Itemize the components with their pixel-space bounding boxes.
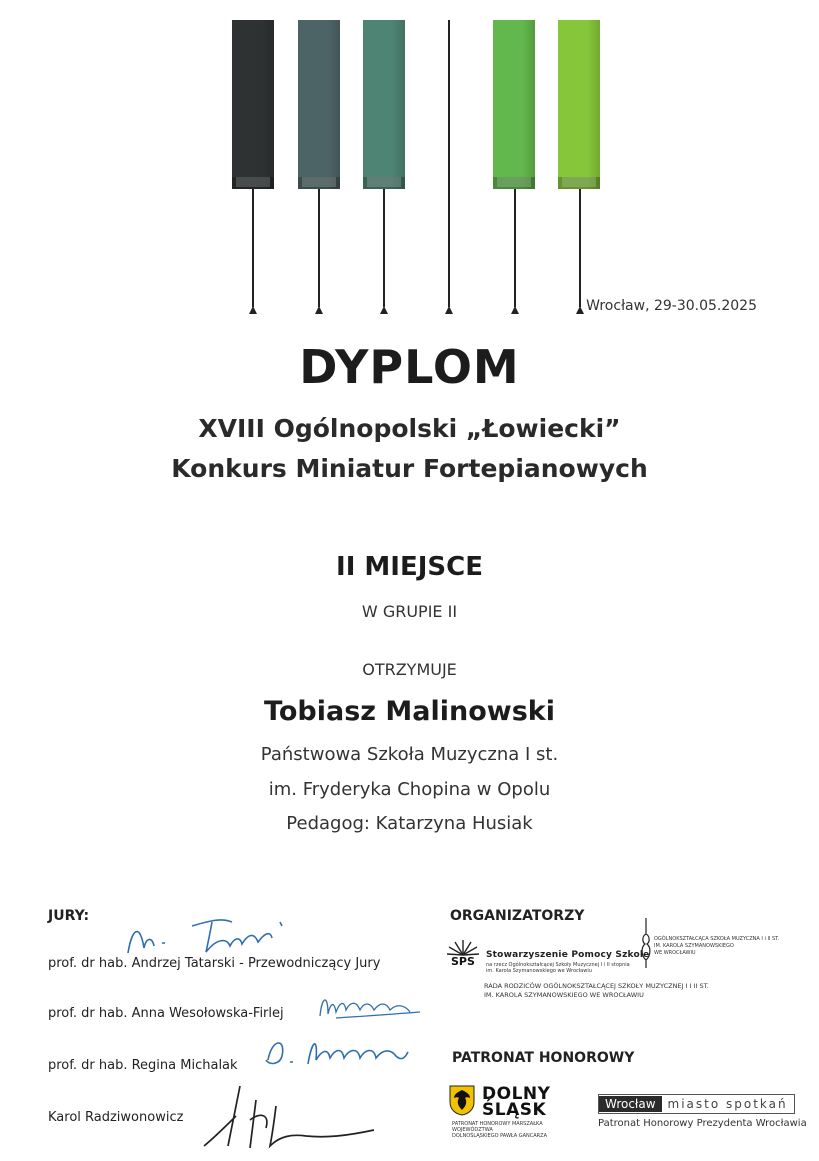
key-stem-tip [576,306,584,314]
ds-caption-line1: PATRONAT HONOROWY MARSZAŁKA WOJEWÓDZTWA [452,1121,543,1133]
key-stem [318,185,320,307]
jury-member-2: prof. dr hab. Anna Wesołowska-Firlej [48,1006,284,1021]
school-name-line3: WE WROCŁAWIU [654,950,696,956]
recipient-name: Tobiasz Malinowski [264,696,555,727]
jury-label: JURY: [48,908,90,924]
key-stem [252,185,254,307]
key-stem [579,185,581,307]
signature-michalak [258,1030,418,1074]
patronage-label: PATRONAT HONOROWY [452,1050,635,1066]
organizers-label: ORGANIZATORZY [450,908,585,924]
violin-icon [640,916,652,970]
wroclaw-slogan: miasto spotkań [667,1097,788,1111]
parents-council [484,982,709,1000]
jury-member-4: Karol Radziwonowicz [48,1110,184,1125]
sps-logo [446,938,480,970]
competition-name-line1: XVIII Ogólnopolski „Łowiecki” [198,414,621,443]
jury-member-3: prof. dr hab. Regina Michalak [48,1058,238,1073]
diploma-title: DYPLOM [299,340,520,394]
parents-council-line2: IM. KAROLA SZYMANOWSKIEGO WE WROCŁAWIU [484,991,644,999]
piano-key-slate [298,20,340,189]
piano-key-lime [558,20,600,189]
wroclaw-caption: Patronat Honorowy Prezydenta Wrocławia [598,1118,807,1129]
ds-line2: ŚLĄSK [482,1100,547,1120]
receives-label: OTRZYMUJE [362,660,457,679]
jury-member-1: prof. dr hab. Andrzej Tatarski - Przewodniczący Jury [48,956,381,971]
key-stem-tip [511,306,519,314]
wroclaw-logo [598,1094,795,1114]
competition-name-line2: Konkurs Miniatur Fortepianowych [171,454,648,483]
lower-silesia-eagle-icon [448,1084,476,1116]
sps-tagline: na rzecz Ogólnokształcącej Szkoły Muzycznej I i II stopnia im. Karola Szymanowskiego we Wrocławiu [486,962,630,974]
sps-abbrev: SPS [451,955,475,968]
key-stem-tip [380,306,388,314]
key-stem [448,20,450,307]
wroclaw-badge: Wrocław [599,1096,662,1112]
award-group: W GRUPIE II [361,602,458,621]
signature-wesolowska [316,990,426,1024]
school-logo-text [654,936,814,957]
signature-radziwonowicz [196,1076,396,1152]
key-stem-tip [249,306,257,314]
ds-caption [452,1121,562,1139]
piano-key-teal [363,20,405,189]
key-stem-tip [445,306,453,314]
sunburst-icon [446,938,480,956]
piano-key-dark [232,20,274,189]
ds-line1: DOLNY [482,1084,551,1104]
signature-tatarski [122,908,302,968]
sps-name: Stowarzyszenie Pomocy Szkole [486,950,650,960]
piano-key-green [493,20,535,189]
award-place: II MIEJSCE [336,552,483,582]
lower-silesia-logo-text [482,1086,550,1118]
school-name-line1: OGÓLNOKSZTAŁCĄCA SZKOŁA MUZYCZNA I i II ST. [654,936,780,942]
teacher-line: Pedagog: Katarzyna Husiak [286,813,533,834]
key-stem [383,185,385,307]
piano-keys-graphic [0,0,819,320]
event-date: Wrocław, 29-30.05.2025 [586,298,757,314]
parents-council-line1: RADA RODZICÓW OGÓLNOKSZTAŁCĄCEJ SZKOŁY MUZYCZNEJ I I II ST. [484,982,709,990]
school-line2: im. Fryderyka Chopina w Opolu [268,779,551,800]
ds-caption-line2: DOLNOŚLĄSKIEGO PAWŁA GANCARZA [452,1133,547,1139]
school-name-line2: IM. KAROLA SZYMANOWSKIEGO [654,943,734,949]
key-stem [514,185,516,307]
school-line1: Państwowa Szkoła Muzyczna I st. [260,744,559,765]
key-stem-tip [315,306,323,314]
